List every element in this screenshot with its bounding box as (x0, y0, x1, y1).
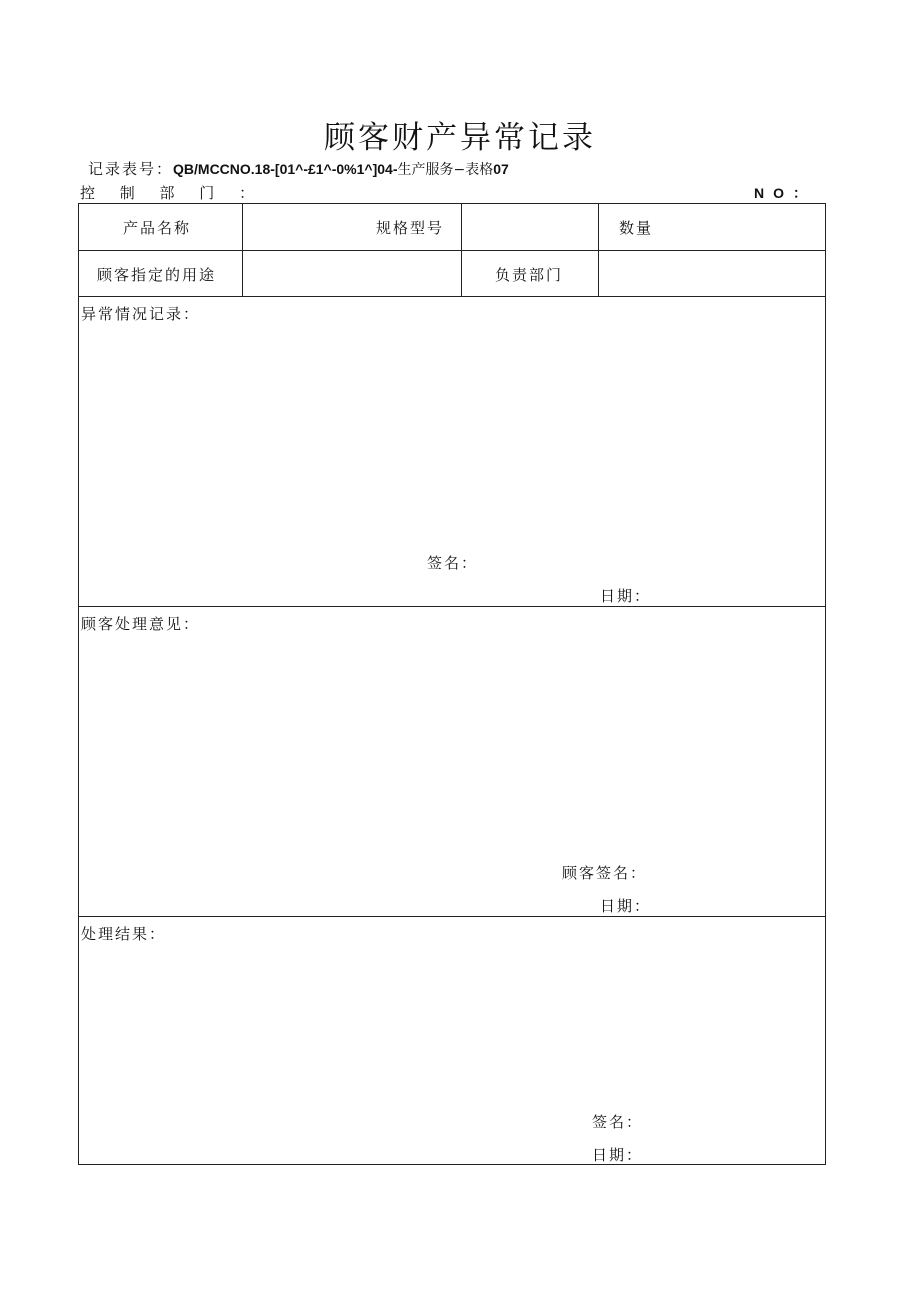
abnormal-sign-label: 签名： (427, 554, 479, 572)
customer-opinion-label: 顾客处理意见： (81, 615, 201, 633)
abnormal-date-label: 日期： (600, 587, 652, 605)
record-code-suffix: 生产服务−表格 (397, 162, 494, 178)
result-sign-label: 签名： (592, 1113, 644, 1131)
row-divider-1 (79, 250, 825, 251)
record-code-line (88, 158, 509, 179)
page-title: 顾客财产异常记录 (324, 120, 596, 156)
opinion-date-label: 日期： (600, 897, 652, 915)
customer-use-label: 顾客指定的用途 (97, 266, 217, 284)
control-dept-label: 控 制 部 门 ： (80, 184, 265, 202)
no-label: NO： (754, 185, 816, 201)
product-name-label: 产品名称 (123, 219, 192, 237)
result-date-label: 日期： (592, 1146, 644, 1164)
responsible-dept-label: 负责部门 (495, 266, 564, 284)
record-code-value: QB/MCCNO.18-[01^-£1^-0%1^]04- (173, 161, 398, 177)
spec-model-label: 规格型号 (376, 219, 445, 237)
quantity-label: 数量 (619, 219, 654, 237)
column-divider-1 (242, 204, 243, 296)
customer-sign-label: 顾客签名： (562, 864, 648, 882)
column-divider-3 (598, 204, 599, 296)
record-form (78, 203, 826, 1165)
row-divider-2 (79, 296, 825, 297)
column-divider-2 (461, 204, 462, 296)
record-code-label: 记录表号： (88, 160, 174, 178)
section-divider-1 (79, 606, 825, 607)
record-code-number: 07 (493, 161, 509, 177)
abnormal-record-label: 异常情况记录： (81, 305, 201, 323)
section-divider-2 (79, 916, 825, 917)
handling-result-label: 处理结果： (81, 925, 167, 943)
